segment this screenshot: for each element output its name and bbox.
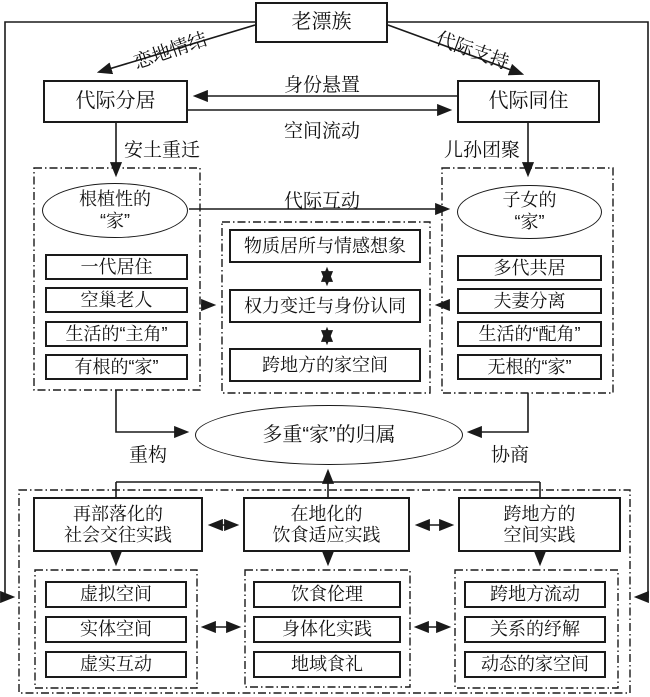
cohabitation-box [457,80,600,123]
sub3-item-1: 跨地方流动 [464,581,606,608]
practice-box-1-line2: 社会交往实践 [64,524,172,545]
left-item-2: 空巢老人 [45,287,188,313]
sub2-item-1: 饮食伦理 [253,581,401,608]
intergenerational-interaction-label: 代际互动 [283,191,360,212]
settle-relocate-label: 安土重迁 [124,140,201,161]
sub2-item-3: 地域食礼 [253,651,401,678]
spatial-mobility-label: 空间流动 [283,121,360,142]
center-item-3: 跨地方的家空间 [229,348,421,382]
right-item-3: 生活的“配角” [457,321,602,347]
separation-cohabit-arrows [188,96,457,110]
multiple-home-belonging-ellipse [195,405,463,465]
rooted-home-line2: “家” [100,210,130,231]
practice-box-2-line2: 饮食适应实践 [272,524,381,545]
left-item-3: 生活的“主角” [45,321,188,347]
practice-box-2-line1: 在地化的 [290,503,363,524]
rooted-home-ellipse [42,183,188,238]
cohabitation-box-label: 代际同住 [488,90,569,112]
practice-box-3-line2: 空间实践 [503,524,576,545]
practice-box-3-line1: 跨地方的 [503,503,576,524]
right-item-4: 无根的“家” [457,354,602,380]
practice-down-arrows [116,552,540,564]
sub3-item-2: 关系的纾解 [464,616,606,643]
root-box [255,2,388,43]
center-item-2: 权力变迁与身份认同 [229,289,421,323]
practice-box-1-line1: 再部落化的 [73,503,163,524]
right-diagonal-label: 代际支持 [433,28,512,75]
sub1-item-3: 虚实互动 [45,651,187,678]
negotiate-label: 协商 [490,445,529,466]
sub1-item-1: 虚拟空间 [45,581,187,608]
children-home-line2: “家” [514,212,545,232]
right-item-2: 夫妻分离 [457,288,602,314]
children-home-ellipse [457,185,602,239]
family-reunion-label: 儿孙团聚 [444,140,521,161]
sub2-item-2: 身体化实践 [253,616,401,643]
center-item-1: 物质居所与情感想象 [229,229,421,263]
practice-box-3 [458,497,621,552]
rooted-home-line1: 根植性的 [79,188,151,209]
separation-box [43,80,188,123]
right-item-1: 多代共居 [457,255,602,281]
rebuild-label: 重构 [128,445,167,466]
children-home-line1: 子女的 [502,190,557,211]
separation-box-label: 代际分居 [75,90,156,112]
sub1-item-2: 实体空间 [45,616,187,643]
left-diagonal-label: 恋地情结 [131,29,210,74]
left-item-4: 有根的“家” [45,354,188,380]
root-box-label: 老漂族 [291,11,352,33]
left-item-1: 一代居住 [45,254,188,280]
practice-box-1 [33,497,203,552]
multiple-home-belonging-label: 多重“家”的归属 [262,424,396,446]
sub3-item-3: 动态的家空间 [464,651,606,678]
identity-suspension-label: 身份悬置 [283,75,360,96]
practice-box-2 [243,497,410,552]
